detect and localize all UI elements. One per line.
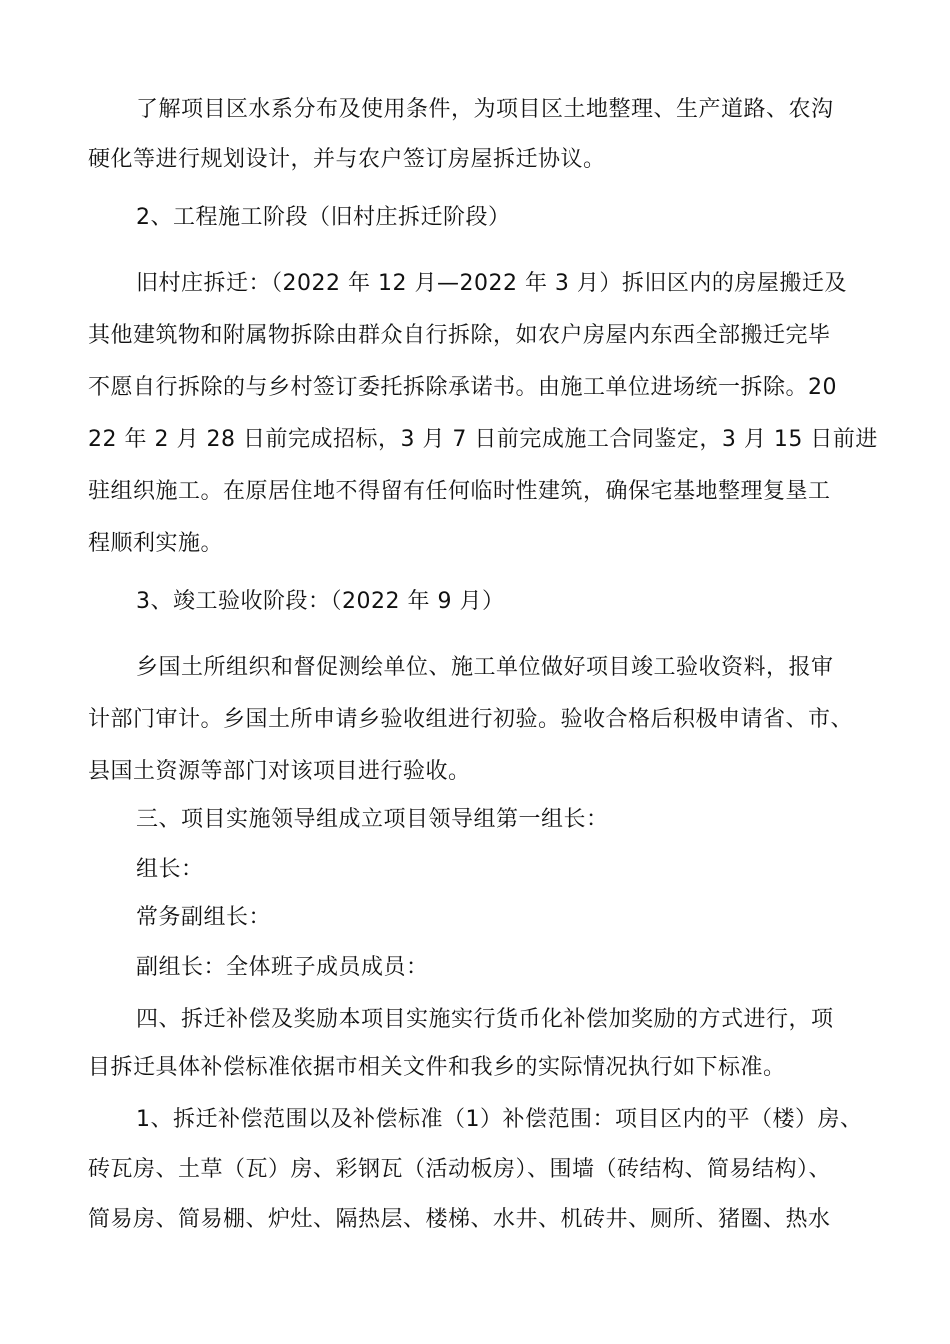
text-line: 旧村庄拆迁：（2022 年 12 月—2022 年 3 月）拆旧区内的房屋搬迁及 bbox=[136, 271, 847, 296]
text-line: 程顺利实施。 bbox=[88, 531, 224, 556]
text-line: 乡国土所组织和督促测绘单位、施工单位做好项目竣工验收资料，报审 bbox=[136, 655, 834, 680]
section-heading: 三、项目实施领导组成立项目领导组第一组长： bbox=[136, 807, 609, 832]
text-line: 其他建筑物和附属物拆除由群众自行拆除，如农户房屋内东西全部搬迁完毕 bbox=[88, 323, 831, 348]
text-line: 计部门审计。乡国土所申请乡验收组进行初验。验收合格后积极申请省、市、 bbox=[88, 707, 854, 732]
text-line: 常务副组长： bbox=[136, 905, 272, 930]
section-heading: 四、拆迁补偿及奖励本项目实施实行货币化补偿加奖励的方式进行，项 bbox=[136, 1007, 834, 1032]
text-line: 组长： bbox=[136, 857, 204, 882]
text-line: 简易房、简易棚、炉灶、隔热层、楼梯、水井、机砖井、厕所、猪圈、热水 bbox=[88, 1207, 831, 1232]
text-line: 22 年 2 月 28 日前完成招标，3 月 7 日前完成施工合同鉴定，3 月 15 日前进 bbox=[88, 427, 878, 452]
text-line: 不愿自行拆除的与乡村签订委托拆除承诺书。由施工单位进场统一拆除。20 bbox=[88, 375, 837, 400]
text-line: 驻组织施工。在原居住地不得留有任何临时性建筑，确保宅基地整理复垦工 bbox=[88, 479, 831, 504]
text-line: 硬化等进行规划设计，并与农户签订房屋拆迁协议。 bbox=[88, 147, 606, 172]
text-line: 1、拆迁补偿范围以及补偿标准（1）补偿范围：项目区内的平（楼）房、 bbox=[136, 1107, 863, 1132]
text-line: 目拆迁具体补偿标准依据市相关文件和我乡的实际情况执行如下标准。 bbox=[88, 1055, 786, 1080]
text-line: 县国土资源等部门对该项目进行验收。 bbox=[88, 759, 471, 784]
section-heading: 2、工程施工阶段（旧村庄拆迁阶段） bbox=[136, 205, 511, 230]
section-heading: 3、竣工验收阶段：（2022 年 9 月） bbox=[136, 589, 505, 614]
text-line: 了解项目区水系分布及使用条件，为项目区土地整理、生产道路、农沟 bbox=[136, 97, 834, 122]
text-line: 副组长：全体班子成员成员： bbox=[136, 955, 429, 980]
text-line: 砖瓦房、土草（瓦）房、彩钢瓦（活动板房）、围墙（砖结构、简易结构）、 bbox=[88, 1157, 832, 1182]
